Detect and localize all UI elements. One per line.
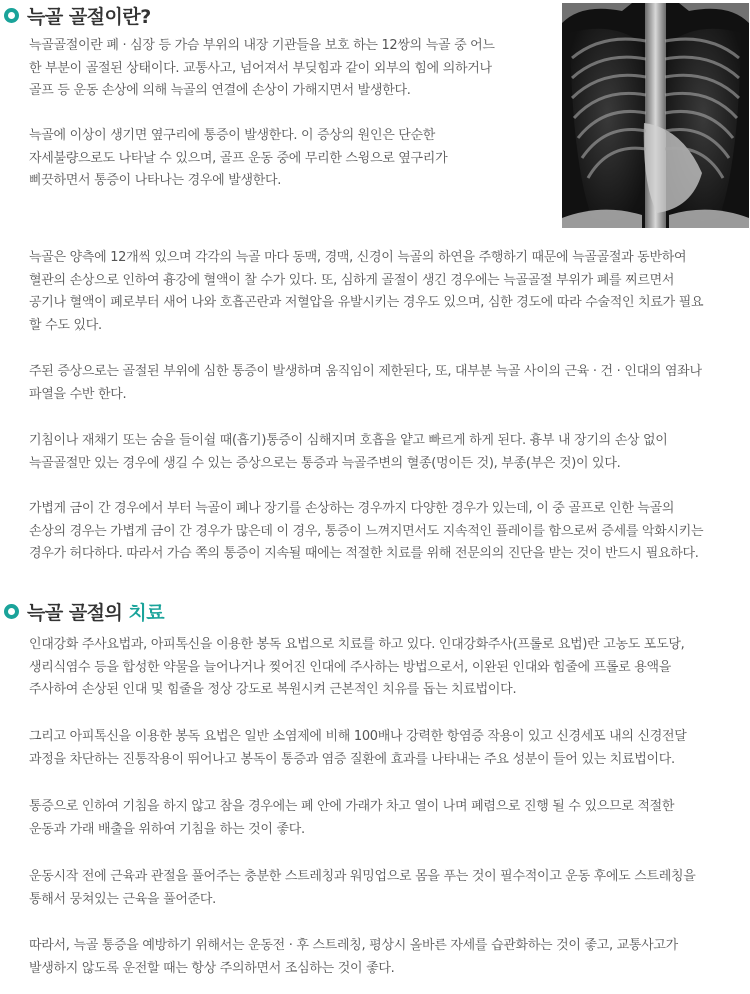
intro-paragraph-2: 늑골에 이상이 생기면 옆구리에 통증이 발생한다. 이 증상의 원인은 단순한 자세불량으로도 나타날 수 있으며, 골프 운동 중에 무리한 스윙으로 옆구리가 삐끗하면서 통증이 나타나는 경우에 발생한다.: [29, 128, 448, 188]
intro-paragraph-1: 늑골골절이란 폐 · 심장 등 가슴 부위의 내장 기관들을 보호 하는 12쌍의 늑골 중 어느 한 부분이 골절된 상태이다. 교통사고, 넘어져서 부딪힘과 같이 외부의 힘에 의하거나 골프 등 운동 손상에 의해 늑골의 연결에 손상이 가해지면서 발생한다.: [29, 38, 495, 98]
paragraph-anatomy: 늑골은 양측에 12개씩 있으며 각각의 늑골 마다 동맥, 경맥, 신경이 늑골의 하연을 주행하기 때문에 늑골골절과 동반하여 혈관의 손상으로 인하여 흉강에 혈액이 찰 수가 있다. 또, 심하게 골절이 생긴 경우에는 늑골골절 부위가 폐를 찌르면서 공기나 혈액이 폐로부터 새어 나와 호흡곤란과 저혈압을 유발시키는 경우도 있으며, 심한 경도에 따라 수술적인 치료가 필요 할 수도 있다.: [29, 250, 704, 333]
paragraph-cough: 통증으로 인하여 기침을 하지 않고 참을 경우에는 폐 안에 가래가 차고 열이 나며 폐렴으로 진행 될 수 있으므로 적절한 운동과 가래 배출을 위하여 기침을 하는 것이 좋다.: [29, 799, 675, 837]
bullet-icon: [4, 8, 19, 23]
paragraph-breathing: 기침이나 재채기 또는 숨을 들이쉴 때(흡기)통증이 심해지며 호흡을 얕고 빠르게 하게 된다. 흉부 내 장기의 손상 없이 늑골골절만 있는 경우에 생길 수 있는 증상으로는 통증과 늑골주변의 혈종(멍이든 것), 부종(부은 것)이 있다.: [29, 433, 668, 471]
paragraph-golf: 가볍게 금이 간 경우에서 부터 늑골이 폐나 장기를 손상하는 경우까지 다양한 경우가 있는데, 이 중 골프로 인한 늑골의 손상의 경우는 가볍게 금이 간 경우가 많은데 이 경우, 통증이 느껴지면서도 지속적인 플레이를 함으로써 증세를 악화시키는 경우가 허다하다. 따라서 가슴 쪽의 통증이 지속될 때에는 적절한 치료를 위해 전문의의 진단을 받는 것이 반드시 필요하다.: [29, 501, 704, 561]
paragraph-prevention: 따라서, 늑골 통증을 예방하기 위해서는 운동전 · 후 스트레칭, 평상시 올바른 자세를 습관화하는 것이 좋고, 교통사고가 발생하지 않도록 운전할 때는 항상 주의하면서 조심하는 것이 좋다.: [29, 938, 678, 976]
paragraph-injection: 인대강화 주사요법과, 아피톡신을 이용한 봉독 요법으로 치료를 하고 있다. 인대강화주사(프롤로 요법)란 고농도 포도당, 생리식염수 등을 합성한 약물을 늘어나거나 찢어진 인대에 주사하는 방법으로서, 이완된 인대와 힘줄에 프롤로 용액을 주사하여 손상된 인대 및 힘줄을 정상 강도로 복원시켜 근본적인 치유를 돕는 치료법이다.: [29, 637, 685, 697]
section-title-text: 늑골 골절이란?: [27, 5, 151, 28]
section-title-accent: 치료: [128, 601, 165, 624]
paragraph-stretching: 운동시작 전에 근육과 관절을 풀어주는 충분한 스트레칭과 워밍업으로 몸을 푸는 것이 필수적이고 운동 후에도 스트레칭을 통해서 뭉쳐있는 근육을 풀어준다.: [29, 869, 696, 907]
paragraph-symptoms: 주된 증상으로는 골절된 부위에 심한 통증이 발생하며 움직임이 제한된다, 또, 대부분 늑골 사이의 근육 · 건 · 인대의 염좌나 파열을 수반 한다.: [29, 364, 702, 402]
section-title-what-is: [4, 1, 151, 29]
section-title-prefix: 늑골 골절의: [27, 601, 123, 624]
chest-xray-image: [562, 3, 749, 228]
paragraph-bee-venom: 그리고 아피톡신을 이용한 봉독 요법은 일반 소염제에 비해 100배나 강력한 항염증 작용이 있고 신경세포 내의 신경전달 과정을 차단하는 진통작용이 뛰어나고 봉독이 통증과 염증 질환에 효과를 나타내는 주요 성분이 들어 있는 치료법이다.: [29, 729, 687, 767]
bullet-icon: [4, 604, 19, 619]
section-title-treatment: [4, 597, 164, 625]
